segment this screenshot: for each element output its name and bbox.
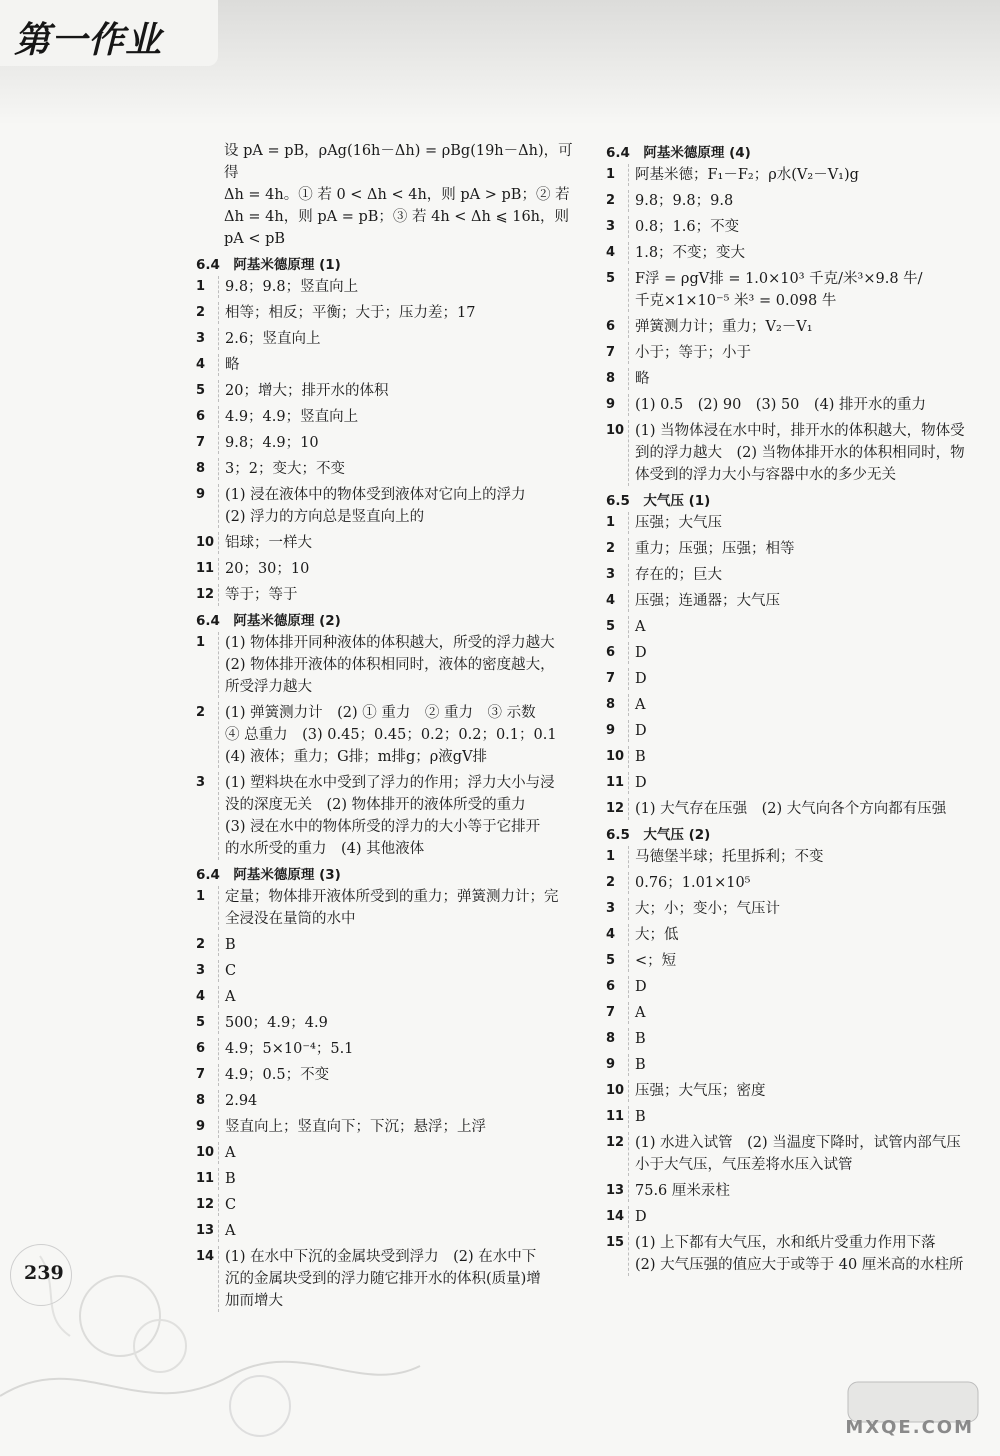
answer-number: 12 bbox=[606, 801, 625, 816]
answer-number: 1 bbox=[606, 515, 616, 530]
answer-line: (1) 大气存在压强 (2) 大气向各个方向都有压强 bbox=[635, 801, 947, 817]
answer-text bbox=[218, 1090, 576, 1112]
answer-number: 4 bbox=[196, 357, 206, 372]
answer-number: 4 bbox=[606, 593, 616, 608]
answer-item bbox=[606, 720, 986, 742]
answer-line: 略 bbox=[635, 371, 650, 387]
answer-number: 9 bbox=[606, 723, 616, 738]
answer-text bbox=[218, 886, 576, 930]
answer-item bbox=[606, 846, 986, 868]
answer-line: 千克×1×10⁻⁵ 米³ = 0.098 牛 bbox=[635, 293, 837, 309]
answer-line: (1) 上下都有大气压，水和纸片受重力作用下落 bbox=[635, 1235, 936, 1251]
answer-text bbox=[628, 1180, 986, 1202]
answer-item bbox=[196, 960, 576, 982]
answer-text bbox=[218, 532, 576, 554]
answer-text bbox=[218, 632, 576, 698]
answer-number: 7 bbox=[606, 1005, 616, 1020]
answer-number: 14 bbox=[606, 1209, 625, 1224]
answer-item bbox=[606, 694, 986, 716]
answer-text bbox=[218, 1142, 576, 1164]
answer-item bbox=[196, 458, 576, 480]
answer-item bbox=[606, 242, 986, 264]
answer-line: 所受浮力越大 bbox=[225, 679, 312, 695]
answer-item bbox=[196, 772, 576, 860]
answer-number: 9 bbox=[606, 1057, 616, 1072]
answer-line: (2) 浮力的方向总是竖直向上的 bbox=[225, 509, 425, 525]
answer-line: 弹簧测力计；重力；V₂－V₁ bbox=[635, 319, 813, 335]
answer-line: (1) 当物体浸在水中时，排开水的体积越大，物体受 bbox=[635, 423, 965, 439]
answer-line: 9.8；9.8；9.8 bbox=[635, 193, 734, 209]
answer-text bbox=[218, 380, 576, 402]
answer-line: 马德堡半球；托里拆利；不变 bbox=[635, 849, 824, 865]
answer-item bbox=[606, 1206, 986, 1228]
continuation-line: Δh = 4h。① 若 0 < Δh < 4h，则 pA > pB；② 若 bbox=[224, 187, 570, 203]
answer-line: 大；低 bbox=[635, 927, 679, 943]
answer-line: D bbox=[635, 645, 647, 661]
answer-item bbox=[196, 302, 576, 324]
answer-item bbox=[606, 512, 986, 534]
answer-line: A bbox=[635, 697, 646, 713]
answer-text bbox=[628, 590, 986, 612]
answer-line: 等于；等于 bbox=[225, 587, 298, 603]
answer-line: 全浸没在量筒的水中 bbox=[225, 911, 356, 927]
answer-text bbox=[218, 1012, 576, 1034]
answer-number: 4 bbox=[606, 927, 616, 942]
section-title: 6.5 大气压 (2) bbox=[606, 827, 711, 843]
answer-line: 75.6 厘米汞柱 bbox=[635, 1183, 730, 1199]
answer-line: 重力；压强；压强；相等 bbox=[635, 541, 795, 557]
answer-item bbox=[606, 342, 986, 364]
answer-number: 9 bbox=[196, 1119, 206, 1134]
answer-text bbox=[218, 458, 576, 480]
answer-number: 5 bbox=[606, 271, 616, 286]
answer-item bbox=[196, 1012, 576, 1034]
answer-text bbox=[628, 976, 986, 998]
answer-text bbox=[628, 746, 986, 768]
answer-number: 12 bbox=[196, 1197, 215, 1212]
answer-line: F浮 = ρgV排 = 1.0×10³ 千克/米³×9.8 牛/ bbox=[635, 271, 923, 287]
answer-number: 5 bbox=[196, 383, 206, 398]
answer-item bbox=[196, 702, 576, 768]
watermark-text: MXQE.COM bbox=[845, 1417, 974, 1438]
section-title: 6.5 大气压 (1) bbox=[606, 493, 711, 509]
answer-text bbox=[218, 1116, 576, 1138]
answer-line: 压强；连通器；大气压 bbox=[635, 593, 780, 609]
answer-number: 3 bbox=[606, 901, 616, 916]
answer-text bbox=[628, 242, 986, 264]
answer-item bbox=[606, 950, 986, 972]
answer-text bbox=[628, 316, 986, 338]
title-box bbox=[0, 0, 218, 66]
answer-line: (1) 在水中下沉的金属块受到浮力 (2) 在水中下 bbox=[225, 1249, 537, 1265]
answer-line: B bbox=[225, 1171, 236, 1187]
answer-text bbox=[628, 772, 986, 794]
answer-number: 6 bbox=[196, 409, 206, 424]
answer-text bbox=[218, 584, 576, 606]
answer-text bbox=[628, 694, 986, 716]
answer-item bbox=[606, 1028, 986, 1050]
answer-item bbox=[606, 268, 986, 312]
answer-line: 压强；大气压 bbox=[635, 515, 722, 531]
answer-item bbox=[606, 316, 986, 338]
answer-number: 10 bbox=[606, 1083, 625, 1098]
answer-line: A bbox=[225, 1223, 236, 1239]
answer-text bbox=[218, 302, 576, 324]
answer-number: 5 bbox=[606, 953, 616, 968]
answer-item bbox=[606, 1132, 986, 1176]
answer-number: 10 bbox=[606, 423, 625, 438]
answer-text bbox=[628, 950, 986, 972]
book-title: 第一作业 bbox=[14, 19, 163, 61]
section-title: 6.4 阿基米德原理 (1) bbox=[196, 257, 341, 273]
answer-text bbox=[628, 368, 986, 390]
answer-number: 15 bbox=[606, 1235, 625, 1250]
answer-number: 1 bbox=[606, 167, 616, 182]
answer-item bbox=[606, 1180, 986, 1202]
answer-number: 12 bbox=[606, 1135, 625, 1150]
answer-line: ④ 总重力 (3) 0.45；0.45；0.2；0.2；0.1；0.1 bbox=[225, 727, 557, 743]
answer-line: 小于大气压，气压差将水压入试管 bbox=[635, 1157, 853, 1173]
answer-line: (4) 液体；重力；G排；m排g；ρ液gV排 bbox=[225, 749, 488, 765]
answer-line: 到的浮力越大 (2) 当物体排开水的体积相同时，物 bbox=[635, 445, 965, 461]
answer-line: 略 bbox=[225, 357, 240, 373]
answer-number: 8 bbox=[196, 461, 206, 476]
answer-line: D bbox=[635, 775, 647, 791]
answer-line: B bbox=[635, 1031, 646, 1047]
answer-line: 压强；大气压；密度 bbox=[635, 1083, 766, 1099]
answer-line: (1) 物体排开同种液体的体积越大，所受的浮力越大 bbox=[225, 635, 555, 651]
answer-text bbox=[628, 512, 986, 534]
answer-item bbox=[606, 616, 986, 638]
answer-text bbox=[628, 1080, 986, 1102]
answer-number: 2 bbox=[606, 541, 616, 556]
answer-item bbox=[196, 1142, 576, 1164]
answer-line: D bbox=[635, 671, 647, 687]
answer-item bbox=[606, 642, 986, 664]
answer-number: 5 bbox=[196, 1015, 206, 1030]
answer-line: 竖直向上；竖直向下；下沉；悬浮；上浮 bbox=[225, 1119, 486, 1135]
answer-item bbox=[606, 668, 986, 690]
answer-line: (1) 0.5 (2) 90 (3) 50 (4) 排开水的重力 bbox=[635, 397, 927, 413]
continuation-line: 设 pA = pB，ρAg(16h－Δh) = ρBg(19h－Δh)，可得 bbox=[224, 143, 573, 181]
answer-text bbox=[628, 642, 986, 664]
answer-line: 4.9；4.9；竖直向上 bbox=[225, 409, 359, 425]
answer-item bbox=[196, 484, 576, 528]
answer-line: 大；小；变小；气压计 bbox=[635, 901, 780, 917]
answer-item bbox=[606, 1002, 986, 1024]
answer-number: 1 bbox=[196, 635, 206, 650]
answer-text bbox=[218, 772, 576, 860]
answer-line: 20；30；10 bbox=[225, 561, 310, 577]
answer-number: 4 bbox=[196, 989, 206, 1004]
answer-text bbox=[628, 1002, 986, 1024]
answer-item bbox=[606, 164, 986, 186]
answer-number: 8 bbox=[606, 697, 616, 712]
continuation-text bbox=[196, 140, 576, 250]
answer-text bbox=[218, 1220, 576, 1242]
answer-line: D bbox=[635, 723, 647, 739]
answer-number: 1 bbox=[606, 849, 616, 864]
answer-number: 4 bbox=[606, 245, 616, 260]
answer-item bbox=[606, 898, 986, 920]
answer-line: 4.9；0.5；不变 bbox=[225, 1067, 330, 1083]
answer-text bbox=[218, 432, 576, 454]
answer-text bbox=[628, 720, 986, 742]
answer-text bbox=[218, 1038, 576, 1060]
answer-text bbox=[628, 846, 986, 868]
answer-number: 11 bbox=[606, 775, 625, 790]
answer-text bbox=[628, 268, 986, 312]
answer-line: 2.94 bbox=[225, 1093, 258, 1109]
answer-line: 沉的金属块受到的浮力随它排开水的体积(质量)增 bbox=[225, 1271, 541, 1287]
answer-number: 8 bbox=[196, 1093, 206, 1108]
answer-item bbox=[606, 368, 986, 390]
answer-number: 6 bbox=[606, 645, 616, 660]
answer-line: 1.8；不变；变大 bbox=[635, 245, 746, 261]
answer-number: 14 bbox=[196, 1249, 215, 1264]
answer-text bbox=[218, 1064, 576, 1086]
answer-item bbox=[606, 1054, 986, 1076]
answer-line: D bbox=[635, 1209, 647, 1225]
answer-line: (2) 大气压强的值应大于或等于 40 厘米高的水柱所 bbox=[635, 1257, 964, 1273]
answer-number: 10 bbox=[196, 535, 215, 550]
answer-item bbox=[196, 1116, 576, 1138]
answer-number: 6 bbox=[606, 979, 616, 994]
answer-number: 5 bbox=[606, 619, 616, 634]
answer-line: 铝球；一样大 bbox=[225, 535, 312, 551]
answer-item bbox=[196, 354, 576, 376]
answer-text bbox=[628, 1028, 986, 1050]
answer-line: 小于；等于；小于 bbox=[635, 345, 751, 361]
right-column bbox=[606, 140, 986, 1280]
answer-text bbox=[218, 276, 576, 298]
answer-line: A bbox=[635, 619, 646, 635]
section-title: 6.4 阿基米德原理 (4) bbox=[606, 145, 751, 161]
answer-text bbox=[628, 164, 986, 186]
answer-line: 3；2；变大；不变 bbox=[225, 461, 345, 477]
section-title: 6.4 阿基米德原理 (3) bbox=[196, 867, 341, 883]
answer-line: A bbox=[635, 1005, 646, 1021]
answer-number: 9 bbox=[196, 487, 206, 502]
answer-text bbox=[218, 484, 576, 528]
answer-text bbox=[218, 960, 576, 982]
answer-item bbox=[196, 1220, 576, 1242]
answer-number: 3 bbox=[196, 963, 206, 978]
answer-item bbox=[196, 986, 576, 1008]
answer-item bbox=[606, 590, 986, 612]
answer-item bbox=[606, 190, 986, 212]
answer-item bbox=[196, 558, 576, 580]
answer-line: A bbox=[225, 1145, 236, 1161]
answer-text bbox=[628, 898, 986, 920]
answer-line: 9.8；9.8；竖直向上 bbox=[225, 279, 359, 295]
answer-item bbox=[196, 886, 576, 930]
section-title: 6.4 阿基米德原理 (2) bbox=[196, 613, 341, 629]
answer-text bbox=[628, 394, 986, 416]
answer-number: 3 bbox=[196, 331, 206, 346]
answer-item bbox=[196, 432, 576, 454]
answer-text bbox=[628, 1206, 986, 1228]
answer-number: 7 bbox=[196, 435, 206, 450]
answer-text bbox=[628, 924, 986, 946]
answer-number: 1 bbox=[196, 889, 206, 904]
answer-item bbox=[606, 394, 986, 416]
answer-number: 13 bbox=[196, 1223, 215, 1238]
answer-number: 8 bbox=[606, 1031, 616, 1046]
answer-line: 相等；相反；平衡；大于；压力差；17 bbox=[225, 305, 476, 321]
answer-line: (3) 浸在水中的物体所受的浮力的大小等于它排开 bbox=[225, 819, 541, 835]
answer-line: 9.8；4.9；10 bbox=[225, 435, 319, 451]
answer-line: (2) 物体排开液体的体积相同时，液体的密度越大， bbox=[225, 657, 555, 673]
answer-number: 7 bbox=[606, 345, 616, 360]
answer-number: 11 bbox=[196, 1171, 215, 1186]
answer-number: 13 bbox=[606, 1183, 625, 1198]
answer-item bbox=[196, 584, 576, 606]
answer-item bbox=[196, 1168, 576, 1190]
answer-line: D bbox=[635, 979, 647, 995]
answer-line: (1) 弹簧测力计 (2) ① 重力 ② 重力 ③ 示数 bbox=[225, 705, 536, 721]
answer-line: 0.76；1.01×10⁵ bbox=[635, 875, 751, 891]
answer-line: 500；4.9；4.9 bbox=[225, 1015, 328, 1031]
answer-item bbox=[196, 1038, 576, 1060]
answer-number: 11 bbox=[606, 1109, 625, 1124]
answer-line: 体受到的浮力大小与容器中水的多少无关 bbox=[635, 467, 896, 483]
answer-line: 的水所受的重力 (4) 其他液体 bbox=[225, 841, 425, 857]
answer-item bbox=[606, 872, 986, 894]
answer-text bbox=[218, 1246, 576, 1312]
left-column bbox=[196, 140, 576, 1316]
answer-text bbox=[628, 342, 986, 364]
answer-item bbox=[606, 1232, 986, 1276]
answer-line: C bbox=[225, 1197, 237, 1213]
answer-number: 9 bbox=[606, 397, 616, 412]
answer-line: 2.6；竖直向上 bbox=[225, 331, 321, 347]
answer-item bbox=[196, 1194, 576, 1216]
answer-text bbox=[628, 872, 986, 894]
answer-number: 3 bbox=[606, 567, 616, 582]
answer-item bbox=[606, 976, 986, 998]
answer-item bbox=[196, 532, 576, 554]
answer-number: 2 bbox=[196, 305, 206, 320]
answer-text bbox=[628, 798, 986, 820]
answer-item bbox=[606, 924, 986, 946]
answer-item bbox=[606, 538, 986, 560]
page-number: 239 bbox=[24, 1262, 64, 1284]
answer-item bbox=[196, 276, 576, 298]
answer-text bbox=[628, 190, 986, 212]
answer-text bbox=[628, 668, 986, 690]
answer-number: 10 bbox=[196, 1145, 215, 1160]
answer-number: 7 bbox=[606, 671, 616, 686]
answer-number: 6 bbox=[606, 319, 616, 334]
answer-item bbox=[196, 1246, 576, 1312]
answer-line: 加而增大 bbox=[225, 1293, 283, 1309]
answer-text bbox=[218, 702, 576, 768]
answer-line: 0.8；1.6；不变 bbox=[635, 219, 740, 235]
answer-text bbox=[628, 564, 986, 586]
answer-text bbox=[628, 1106, 986, 1128]
answer-number: 11 bbox=[196, 561, 215, 576]
answer-text bbox=[628, 216, 986, 238]
watermark-logo bbox=[838, 1376, 988, 1446]
answer-text bbox=[218, 934, 576, 956]
continuation-line: pA < pB bbox=[224, 231, 286, 247]
answer-number: 3 bbox=[606, 219, 616, 234]
answer-line: 存在的；巨大 bbox=[635, 567, 722, 583]
answer-text bbox=[628, 616, 986, 638]
answer-text bbox=[218, 406, 576, 428]
answer-text bbox=[218, 558, 576, 580]
answer-item bbox=[196, 380, 576, 402]
answer-line: 阿基米德；F₁－F₂；ρ水(V₂－V₁)g bbox=[635, 167, 859, 183]
answer-text bbox=[218, 1168, 576, 1190]
answer-text bbox=[218, 354, 576, 376]
answer-text bbox=[628, 420, 986, 486]
answer-line: 20；增大；排开水的体积 bbox=[225, 383, 389, 399]
answer-item bbox=[606, 798, 986, 820]
answer-item bbox=[196, 934, 576, 956]
answer-line: 没的深度无关 (2) 物体排开的液体所受的重力 bbox=[225, 797, 526, 813]
answer-number: 7 bbox=[196, 1067, 206, 1082]
answer-item bbox=[606, 772, 986, 794]
answer-item bbox=[606, 564, 986, 586]
answer-number: 3 bbox=[196, 775, 206, 790]
answer-line: B bbox=[225, 937, 236, 953]
answer-text bbox=[628, 538, 986, 560]
answer-line: 定量；物体排开液体所受到的重力；弹簧测力计；完 bbox=[225, 889, 559, 905]
answer-number: 12 bbox=[196, 587, 215, 602]
answer-line: A bbox=[225, 989, 236, 1005]
answer-number: 2 bbox=[196, 937, 206, 952]
answer-line: 4.9；5×10⁻⁴；5.1 bbox=[225, 1041, 354, 1057]
answer-item bbox=[606, 1080, 986, 1102]
answer-number: 8 bbox=[606, 371, 616, 386]
answer-item bbox=[606, 216, 986, 238]
answer-item bbox=[196, 1064, 576, 1086]
answer-line: <；短 bbox=[635, 953, 677, 969]
continuation-line: Δh = 4h，则 pA = pB；③ 若 4h < Δh ⩽ 16h，则 bbox=[224, 209, 570, 225]
answer-number: 2 bbox=[196, 705, 206, 720]
answer-text bbox=[218, 986, 576, 1008]
answer-item bbox=[606, 420, 986, 486]
answer-number: 10 bbox=[606, 749, 625, 764]
answer-text bbox=[218, 1194, 576, 1216]
answer-text bbox=[628, 1054, 986, 1076]
answer-item bbox=[196, 632, 576, 698]
answer-item bbox=[196, 1090, 576, 1112]
answer-line: (1) 浸在液体中的物体受到液体对它向上的浮力 bbox=[225, 487, 526, 503]
answer-number: 6 bbox=[196, 1041, 206, 1056]
answer-text bbox=[628, 1232, 986, 1276]
answer-line: C bbox=[225, 963, 237, 979]
answer-item bbox=[196, 328, 576, 350]
answer-number: 2 bbox=[606, 193, 616, 208]
answer-text bbox=[218, 328, 576, 350]
answer-number: 1 bbox=[196, 279, 206, 294]
answer-line: (1) 塑料块在水中受到了浮力的作用；浮力大小与浸 bbox=[225, 775, 555, 791]
answer-item bbox=[606, 746, 986, 768]
answer-item bbox=[606, 1106, 986, 1128]
answer-text bbox=[628, 1132, 986, 1176]
answer-line: B bbox=[635, 1109, 646, 1125]
answer-line: (1) 水进入试管 (2) 当温度下降时，试管内部气压 bbox=[635, 1135, 961, 1151]
answer-number: 2 bbox=[606, 875, 616, 890]
answer-item bbox=[196, 406, 576, 428]
answer-line: B bbox=[635, 1057, 646, 1073]
answer-line: B bbox=[635, 749, 646, 765]
